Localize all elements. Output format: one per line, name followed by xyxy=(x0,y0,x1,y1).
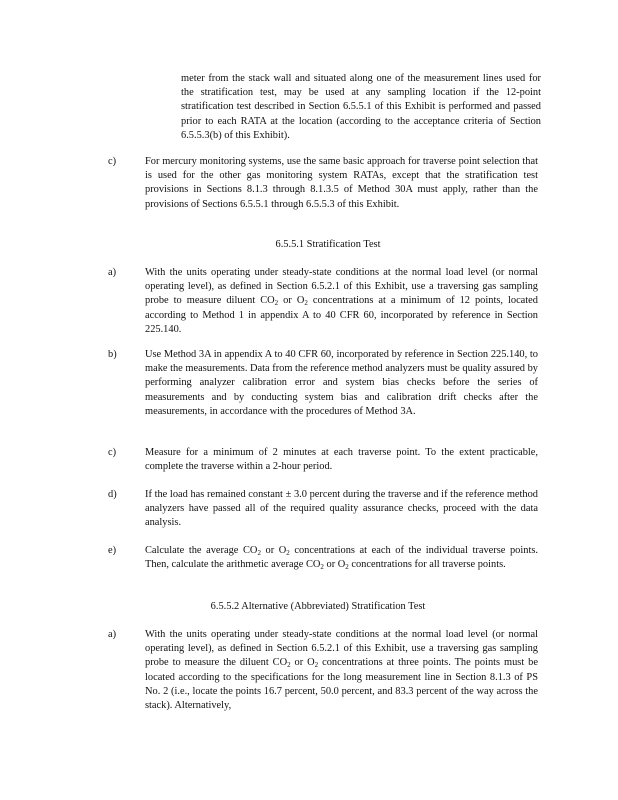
item-text: With the units operating under steady-state conditions at the normal load level (or normal operating level), as defined in Section 6.5.2.1 of this Exhibit, use a traversing gas sampling probe to measure the diluent $CO_2$ or $O_2$ concentrations at three points. The points must be located according to the specifications for the long measurement line in Section 8.1.3 of PS No. 2 (i.e., locate the points 16.7 percent, 50.0 percent, and 83.3 percent of the way across the stack). Alternatively, xyxy=(145,629,538,712)
item-label: c) xyxy=(108,156,117,167)
item-label: e) xyxy=(108,545,117,556)
continuation-paragraph: meter from the stack wall and situated along one of the measurement lines used for the stratification test, may be used at any sampling location if the 12-point stratification test described in Section 6.5.5.1 of this Exhibit is performed and passed prior to each RATA at the location (according to the acceptance criteria of Section 6.5.5.3(b) of this Exhibit). xyxy=(181,73,541,141)
item-text: If the load has remained constant ± 3.0 percent during the traverse and if the reference method analyzers have passed all of the required quality assurance checks, proceed with the data analysis. xyxy=(145,489,538,529)
item-text: Use Method 3A in appendix A to 40 CFR 60, incorporated by reference in Section 225.140, to make the measurements. Data from the reference method analyzers must be quality assured by performing analyzer calibration error and system bias checks before the series of measurements and by conducting system bias and calibration drift checks after the measurements, in accordance with the procedures of Method 3A. xyxy=(145,349,538,417)
item-text: Measure for a minimum of 2 minutes at each traverse point. To the extent practicable, complete the traverse within a 2-hour period. xyxy=(145,447,538,473)
section-heading-6-5-5-2: 6.5.5.2 Alternative (Abbreviated) Stratification Test xyxy=(210,601,426,612)
item-label: b) xyxy=(108,349,117,360)
item-text: Calculate the average $CO_2$ or $O_2$ concentrations at each of the individual traverse points. Then, calculate the arithmetic average $CO_2$ or $O_2$ concentrations for all traverse points. xyxy=(145,545,538,572)
item-text: With the units operating under steady-state conditions at the normal load level (or normal operating level), as defined in Section 6.5.2.1 of this Exhibit, use a traversing gas sampling probe to measure diluent $CO_2$ or $O_2$ concentrations at a minimum of 12 points, located according to Method 1 in appendix A to 40 CFR 60, incorporated by reference in Section 225.140. xyxy=(145,267,538,335)
section-heading-6-5-5-1: 6.5.5.1 Stratification Test xyxy=(275,239,381,250)
item-label: d) xyxy=(108,489,117,500)
item-label: a) xyxy=(108,267,117,278)
item-label: c) xyxy=(108,447,117,458)
item-text: For mercury monitoring systems, use the same basic approach for traverse point selection that is used for the other gas monitoring system RATAs, except that the stratification test provisions in Sections 8.1.3 through 8.1.3.5 of Method 30A must apply, rather than the provisions of Sections 6.5.5.1 through 6.5.5.3 of this Exhibit. xyxy=(145,156,538,210)
item-label: a) xyxy=(108,629,117,640)
